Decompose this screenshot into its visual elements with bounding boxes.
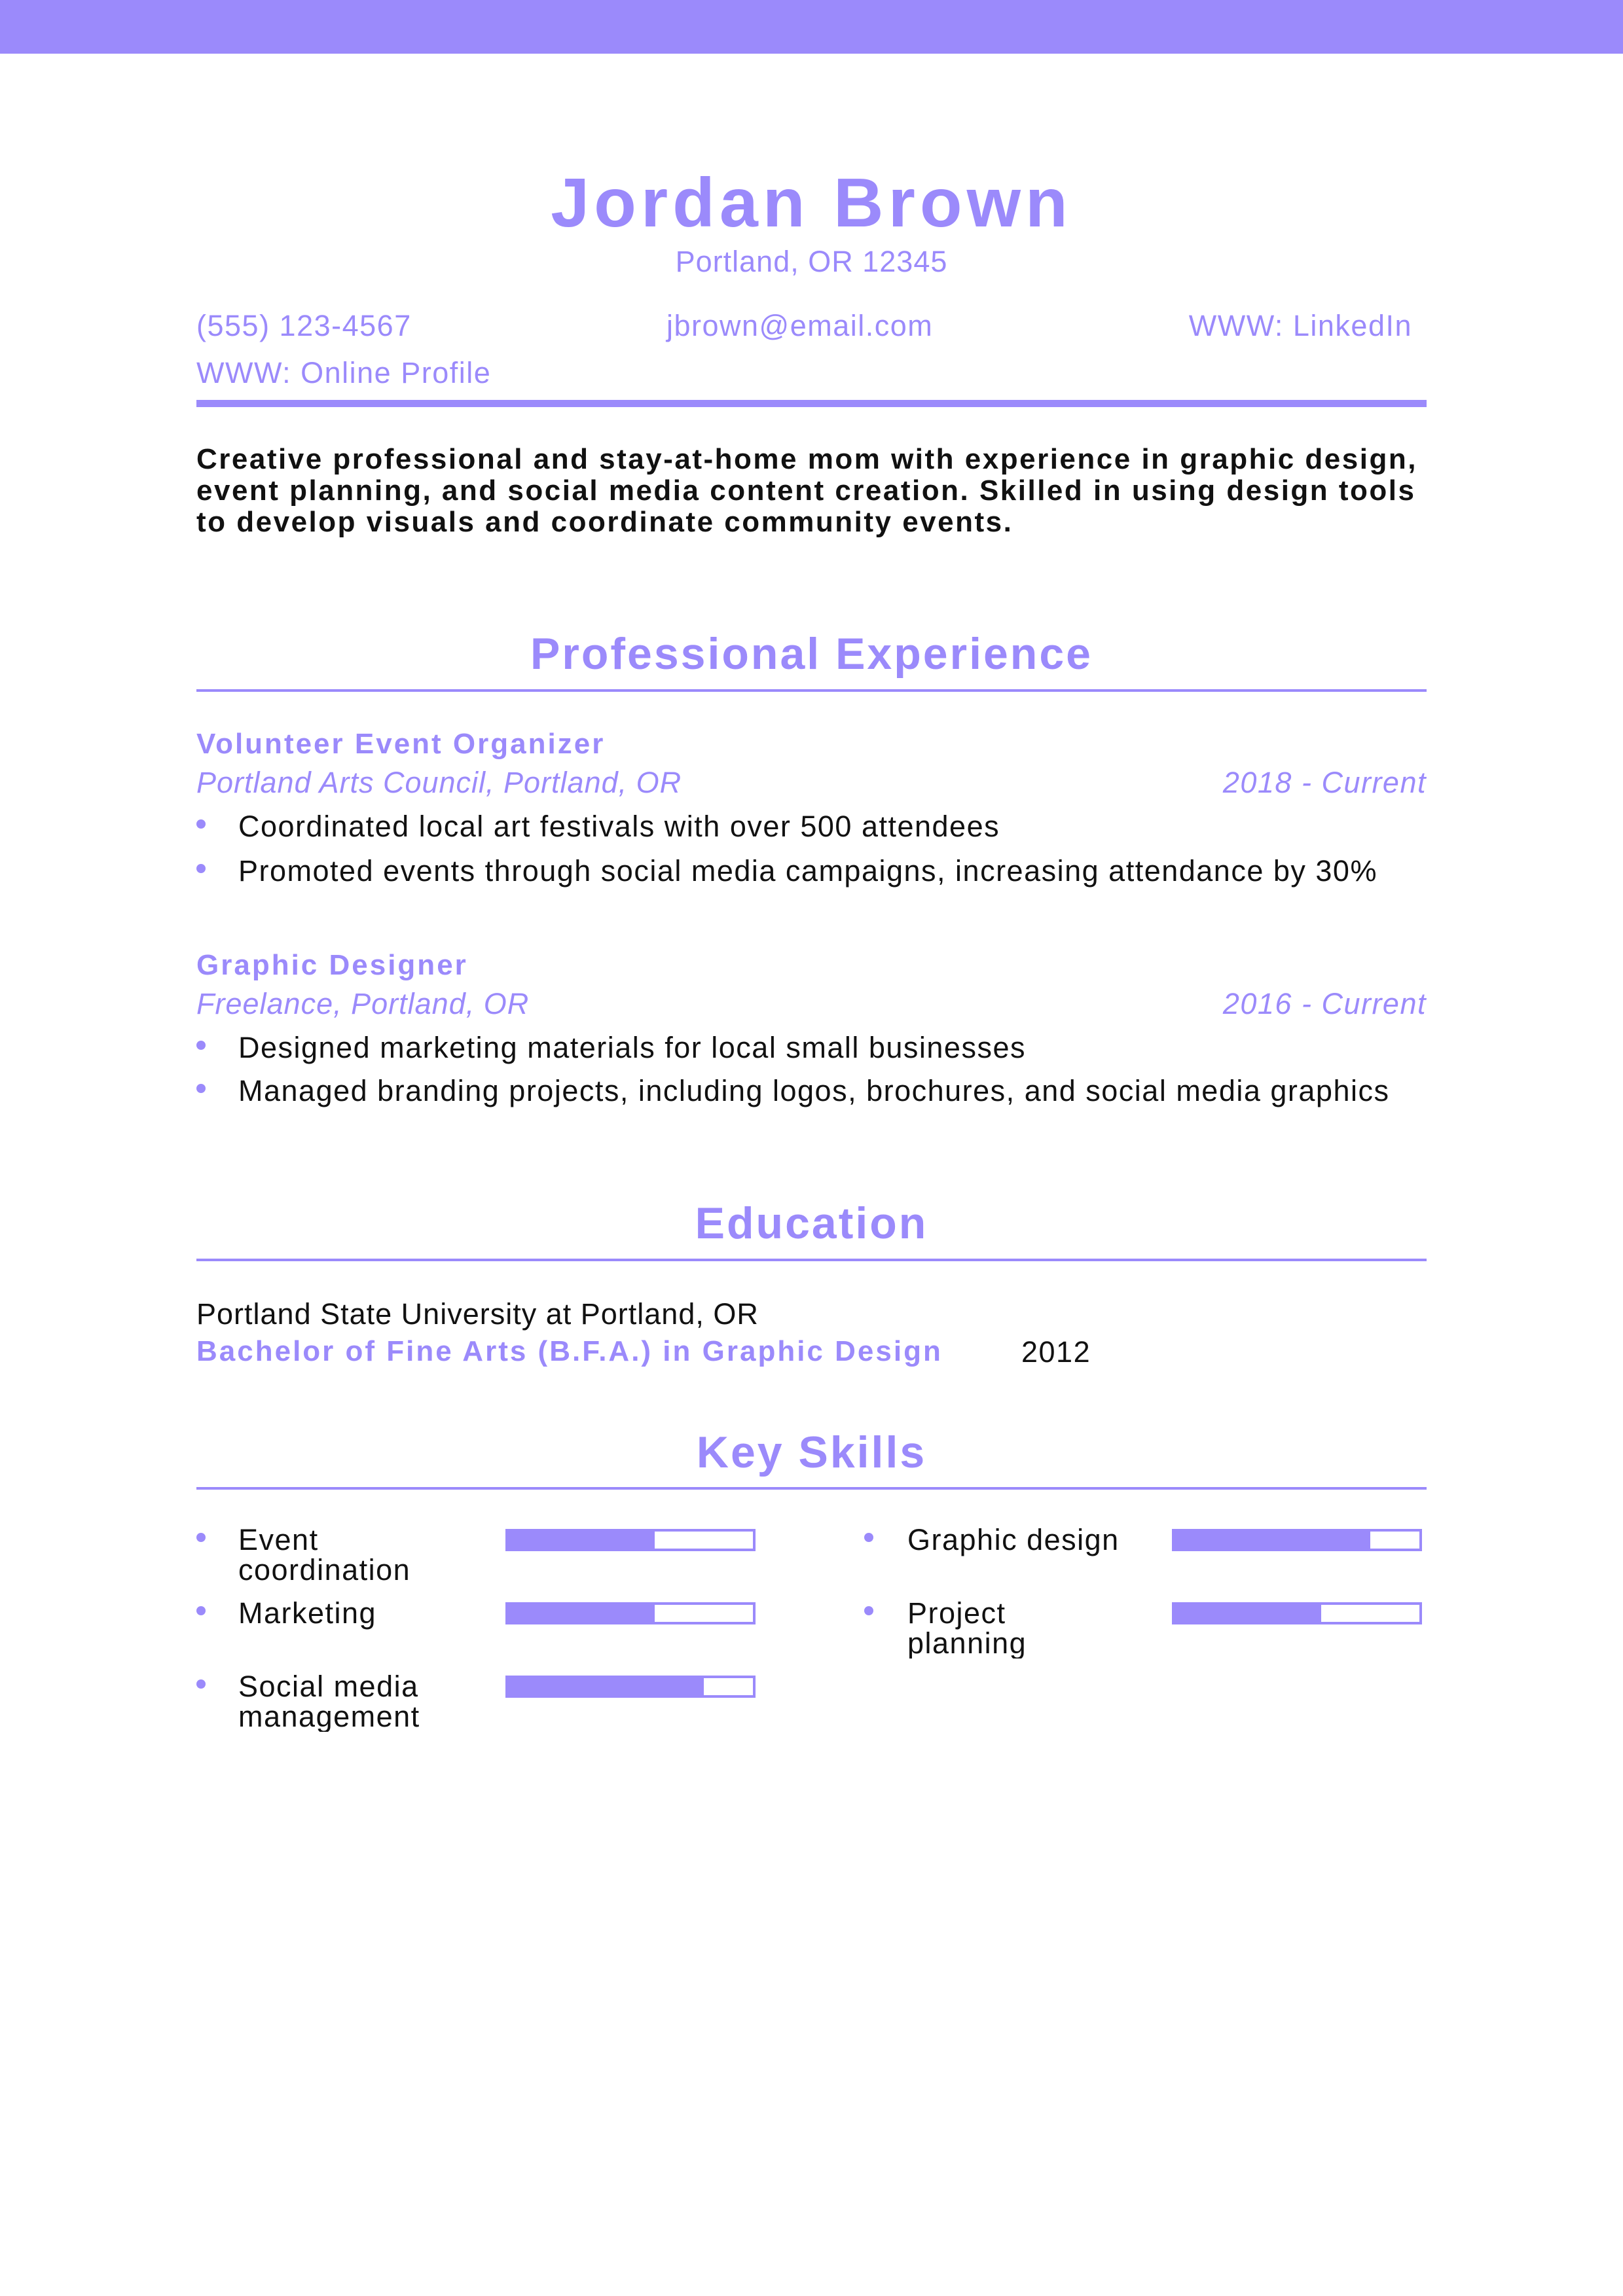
job-bullet: Coordinated local art festivals with over 500 attendees <box>238 810 1000 843</box>
bullet-icon <box>196 1533 206 1542</box>
skill-level-bar <box>1172 1602 1422 1624</box>
linkedin-link[interactable]: WWW: LinkedIn <box>1188 309 1412 342</box>
experience-divider <box>196 689 1427 692</box>
job-employer: Freelance, Portland, OR <box>196 987 530 1020</box>
bullet-icon <box>196 1041 206 1050</box>
skill-level-fill <box>508 1605 655 1622</box>
job-employer: Portland Arts Council, Portland, OR <box>196 766 682 799</box>
bullet-icon <box>196 1679 206 1689</box>
education-school: Portland State University at Portland, OR <box>196 1297 759 1331</box>
education-divider <box>196 1259 1427 1261</box>
section-title-education: Education <box>695 1198 928 1248</box>
skill-level-bar <box>505 1602 756 1624</box>
top-accent-bar <box>0 0 1623 54</box>
header-divider <box>196 400 1427 407</box>
skill-level-bar <box>505 1676 756 1698</box>
job-dates: 2016 - Current <box>1222 987 1427 1020</box>
job-dates: 2018 - Current <box>1222 766 1427 799</box>
skills-divider <box>196 1487 1427 1490</box>
skill-label: Marketing <box>238 1598 377 1630</box>
address: Portland, OR 12345 <box>675 245 948 278</box>
skill-level-bar <box>1172 1529 1422 1551</box>
skill-level-bar <box>505 1529 756 1551</box>
education-degree: Bachelor of Fine Arts (B.F.A.) in Graphic Design <box>196 1335 943 1367</box>
job-bullet: Promoted events through social media campaigns, increasing attendance by 30% <box>238 854 1377 888</box>
skill-level-fill <box>508 1678 704 1695</box>
job-bullet: Designed marketing materials for local small businesses <box>238 1031 1026 1064</box>
skill-label: Social media management <box>238 1672 420 1732</box>
skill-level-fill <box>1175 1532 1370 1549</box>
section-title-experience: Professional Experience <box>530 629 1093 679</box>
job-bullet: Managed branding projects, including logos, brochures, and social media graphics <box>238 1074 1390 1107</box>
summary: Creative professional and stay-at-home mom with experience in graphic design, event planning, and social media content creation. Skilled in using design tools to develop visuals and coordinate community events. <box>196 443 1417 538</box>
skill-label: Project planning <box>907 1598 1027 1659</box>
bullet-icon <box>196 1084 206 1093</box>
skill-label: Event coordination <box>238 1525 411 1585</box>
education-year: 2012 <box>1021 1335 1091 1369</box>
candidate-name: Jordan Brown <box>551 164 1072 242</box>
section-title-skills: Key Skills <box>696 1427 927 1477</box>
email-link[interactable]: jbrown@email.com <box>666 309 934 342</box>
job-title: Graphic Designer <box>196 949 468 981</box>
bullet-icon <box>196 1606 206 1615</box>
online-profile-link[interactable]: WWW: Online Profile <box>196 356 492 389</box>
bullet-icon <box>864 1533 873 1542</box>
bullet-icon <box>196 819 206 829</box>
job-title: Volunteer Event Organizer <box>196 728 606 760</box>
skill-level-fill <box>1175 1605 1321 1622</box>
bullet-icon <box>196 864 206 873</box>
bullet-icon <box>864 1606 873 1615</box>
phone: (555) 123-4567 <box>196 309 412 342</box>
skill-level-fill <box>508 1532 655 1549</box>
skill-label: Graphic design <box>907 1525 1120 1556</box>
